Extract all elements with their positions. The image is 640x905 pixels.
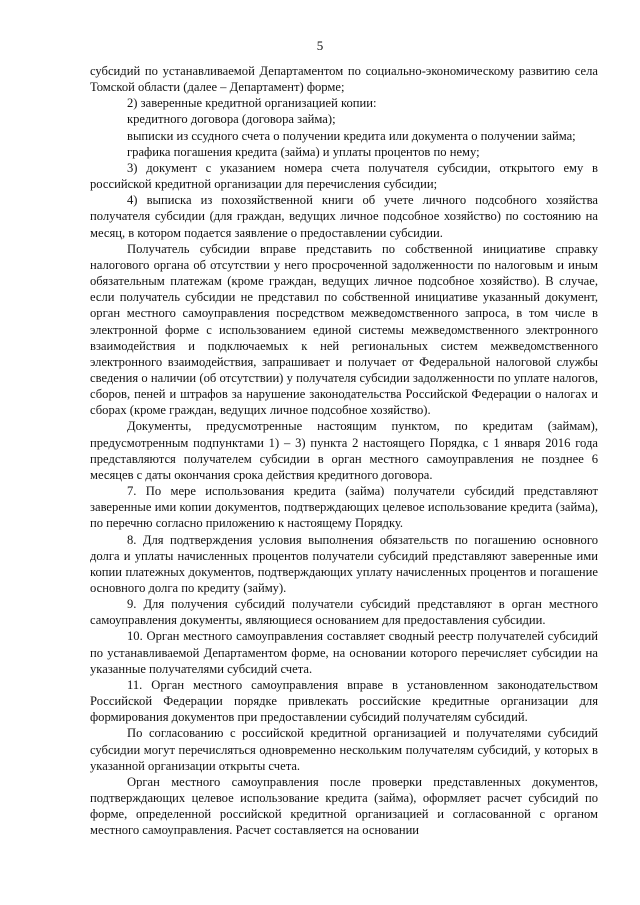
document-body <box>90 63 598 839</box>
paragraph: Орган местного самоуправления после проверки представленных документов, подтверждающих целевое использование кредита (займа), оформляет расчет субсидий по форме, определенной российской кредитной организацией и согласованной с органом местного самоуправления. Расчет составляется на основании <box>90 774 598 838</box>
paragraph: 8. Для подтверждения условия выполнения обязательств по погашению основного долга и уплаты начисленных процентов получатели субсидий представляют заверенные ими копии платежных документов, подтверждающих уплату начисленных процентов и погашение основного долга по кредиту (займу). <box>90 532 598 595</box>
paragraph: графика погашения кредита (займа) и уплаты процентов по нему; <box>127 144 480 159</box>
paragraph: 7. По мере использования кредита (займа) получатели субсидий представляют заверенные ими копии документов, подтверждающих целевое использование кредита (займа), по перечню согласно приложению к настоящему Порядку. <box>90 484 598 531</box>
paragraph: 2) заверенные кредитной организацией копии: <box>127 96 377 111</box>
paragraph: Документы, предусмотренные настоящим пунктом, по кредитам (займам), предусмотренным подпунктами 1) – 3) пункта 2 настоящего Порядка, с 1 января 2016 года представляются получателем субсидии в орган местного самоуправления не позднее 6 месяцев с даты окончания срока действия кредитного договора. <box>90 419 598 482</box>
paragraph: 11. Орган местного самоуправления вправе в установленном законодательством Российской Федерации порядке привлекать российские кредитные организации для формирования документов при предоставлении субсидий получателям субсидий. <box>90 677 598 725</box>
paragraph: По согласованию с российской кредитной организацией и получателями субсидий субсидии могут перечисляться одновременно нескольким получателям субсидий, у которых в указанной организации открыты счета. <box>90 726 598 773</box>
paragraph: 10. Орган местного самоуправления составляет сводный реестр получателей субсидий по устанавливаемой Департаментом форме, на основании которого перечисляет субсидии на указанные получателями субсидий счета. <box>90 629 598 676</box>
paragraph: 9. Для получения субсидий получатели субсидий представляют в орган местного самоуправления документы, являющиеся основанием для предоставления субсидии. <box>90 597 598 628</box>
paragraph: Получатель субсидии вправе представить по собственной инициативе справку налогового органа об отсутствии у него просроченной задолженности по налоговым и иным обязательным платежам (кроме граждан, ведущих личное подсобное хозяйство). В случае, если получатель субсидии не представил по собственной инициативе указанный документ, орган местного самоуправления посредством межведомственного запроса, в том числе в электронной форме с использованием единой системы межведомственного электронного взаимодействия и подключаемых к ней региональных систем межведомственного электронного взаимодействия, запрашивает и получает от Федеральной налоговой службы сведения о наличии (об отсутствии) у получателя субсидии задолженности по уплате налогов, сборов, пеней и штрафов за нарушение законодательства Российской Федерации о налогах и сборах (кроме граждан, ведущих личное подсобное хозяйство). <box>90 241 598 418</box>
paragraph: выписки из ссудного счета о получении кредита или документа о получении займа; <box>127 128 576 143</box>
page-number: 5 <box>316 38 324 53</box>
paragraph: субсидий по устанавливаемой Департаментом по социально-экономическому развитию села Томской области (далее – Департамент) форме; <box>90 64 598 95</box>
paragraph: кредитного договора (договора займа); <box>127 112 336 127</box>
paragraph: 4) выписка из похозяйственной книги об учете личного подсобного хозяйства получателя субсидии (для граждан, ведущих личное подсобное хозяйство) по состоянию на месяц, в котором подается заявление о предоставлении субсидии. <box>90 193 598 240</box>
paragraph: 3) документ с указанием номера счета получателя субсидии, открытого ему в российской кредитной организации для перечисления субсидии; <box>90 160 598 192</box>
